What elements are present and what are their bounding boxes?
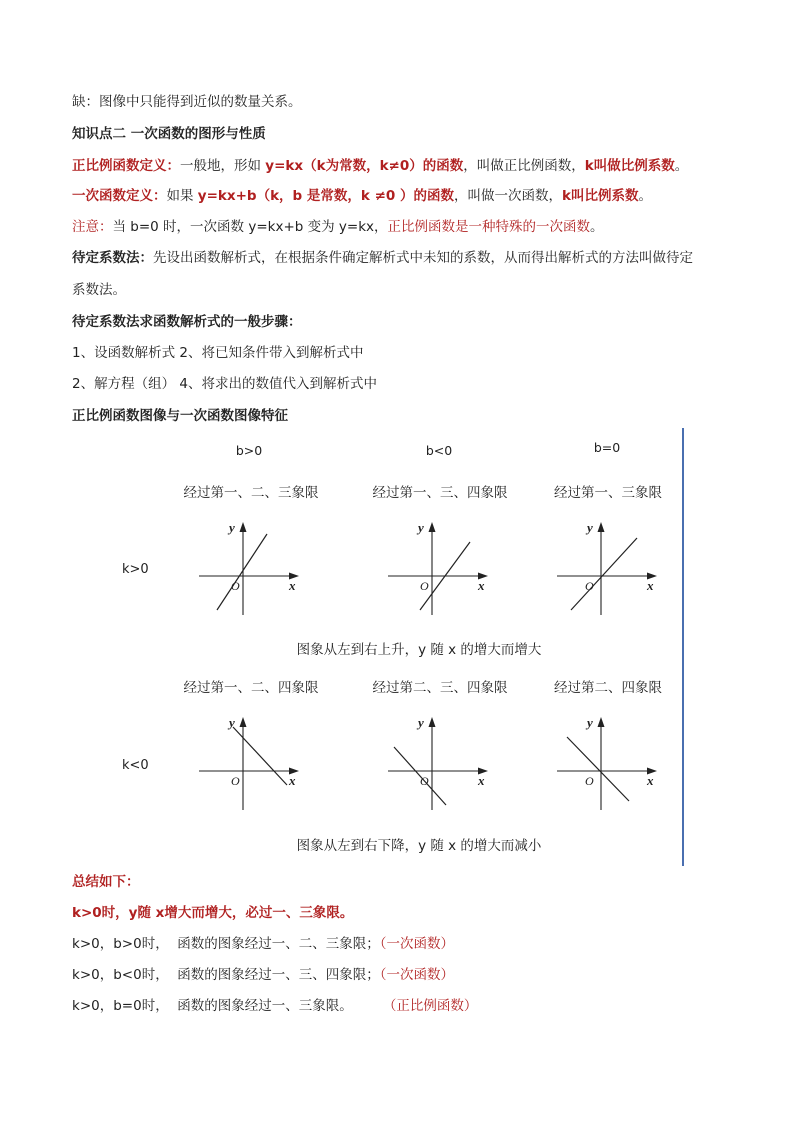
note-text2: 。 — [590, 219, 604, 235]
graph-kpos-bzero-svg — [553, 518, 663, 618]
note-red: 正比例函数是一种特殊的一次函数 — [387, 219, 591, 235]
origin-label: O — [585, 774, 594, 788]
intro-line: 缺：图像中只能得到近似的数量关系。 — [72, 94, 302, 110]
y-axis-label: y — [418, 715, 424, 730]
origin-label: O — [420, 579, 429, 593]
def-linear-text2: ，叫做一次函数， — [454, 188, 562, 204]
undetermined-term: 待定系数法： — [72, 250, 153, 266]
summary-cond: k>0，b=0时， — [72, 998, 169, 1014]
y-axis-label: y — [229, 715, 235, 730]
summary-line-2 — [72, 965, 454, 985]
col-header-b-pos: b>0 — [235, 443, 263, 458]
vertical-rule — [682, 428, 684, 866]
note-label: 注意： — [72, 219, 113, 235]
def-proportional — [72, 156, 688, 176]
kneg-caption: 图象从左到右下降，y 随 x 的增大而减小 — [296, 838, 542, 854]
def-proportional-text2: ，叫做正比例函数， — [463, 158, 585, 174]
step-line-2: 2、解方程（组） 4、将求出的数值代入到解析式中 — [72, 376, 377, 392]
graph-kpos-bneg-svg — [384, 518, 494, 618]
note-line — [72, 217, 604, 237]
kpos-caption: 图象从左到右上升，y 随 x 的增大而增大 — [296, 642, 542, 658]
graph-kpos-bpos — [195, 518, 305, 618]
col-header-b-zero: b=0 — [593, 440, 621, 455]
origin-label: O — [420, 774, 429, 788]
section-title: 知识点二 一次函数的图形与性质 — [72, 126, 266, 142]
row-label-kpos: k>0 — [122, 562, 149, 577]
origin-label: O — [231, 774, 240, 788]
kneg-quadrant-3: 经过第二、四象限 — [554, 680, 662, 696]
graph-kneg-bzero-svg — [553, 713, 663, 813]
undetermined-line2: 系数法。 — [72, 282, 126, 298]
y-axis-label: y — [587, 520, 593, 535]
summary-text: 函数的图象经过一、二、三象限； — [177, 936, 380, 952]
summary-tag: （一次函数） — [379, 967, 455, 983]
summary-text: 函数的图象经过一、三象限。 — [177, 998, 353, 1014]
graph-kpos-bzero — [553, 518, 663, 618]
def-linear — [72, 186, 652, 206]
def-linear-term: 一次函数定义： — [72, 188, 167, 204]
graph-kpos-bneg — [384, 518, 494, 618]
summary-text: 函数的图象经过一、三、四象限； — [177, 967, 380, 983]
x-axis-label: x — [647, 578, 654, 593]
origin-label: O — [585, 579, 594, 593]
summary-tag: （一次函数） — [379, 936, 455, 952]
features-title: 正比例函数图像与一次函数图像特征 — [72, 408, 288, 424]
summary-tag: （正比例函数） — [382, 998, 478, 1014]
def-linear-red1: y=kx+b（k，b 是常数，k ≠0 ）的函数 — [197, 188, 454, 204]
x-axis-label: x — [478, 578, 485, 593]
summary-cond: k>0，b>0时， — [72, 936, 169, 952]
x-axis-label: x — [478, 773, 485, 788]
x-axis-label: x — [647, 773, 654, 788]
summary-cond: k>0，b<0时， — [72, 967, 169, 983]
origin-label: O — [231, 579, 240, 593]
undetermined-text1: 先设出函数解析式，在根据条件确定解析式中未知的系数，从而得出解析式的方法叫做待定 — [153, 250, 693, 266]
def-proportional-red2: k叫做比例系数 — [584, 158, 675, 174]
x-axis-label: x — [289, 578, 296, 593]
x-axis-label: x — [289, 773, 296, 788]
kpos-quadrant-2: 经过第一、三、四象限 — [372, 485, 508, 501]
kpos-quadrant-3: 经过第一、三象限 — [554, 485, 662, 501]
def-proportional-red1: y=kx（k为常数，k≠0）的函数 — [265, 158, 464, 174]
def-proportional-text3: 。 — [674, 158, 689, 174]
graph-kneg-bpos — [195, 713, 305, 813]
note-text1: 当 b=0 时，一次函数 y=kx+b 变为 y=kx， — [112, 219, 388, 235]
def-proportional-term: 正比例函数定义： — [72, 158, 180, 174]
undetermined-line1 — [72, 248, 693, 268]
def-linear-text3: 。 — [638, 188, 652, 204]
step-line-1: 1、设函数解析式 2、将已知条件带入到解析式中 — [72, 345, 364, 361]
def-proportional-text1: 一般地，形如 — [180, 158, 266, 174]
summary-bold: k>0时，y随 x增大而增大，必过一、三象限。 — [72, 905, 354, 921]
kpos-quadrant-1: 经过第一、二、三象限 — [183, 485, 319, 501]
col-header-b-neg: b<0 — [425, 443, 453, 458]
def-linear-red2: k叫比例系数 — [562, 188, 639, 204]
kneg-quadrant-1: 经过第一、二、四象限 — [183, 680, 319, 696]
y-axis-label: y — [229, 520, 235, 535]
kneg-quadrant-2: 经过第二、三、四象限 — [372, 680, 508, 696]
summary-line-3 — [72, 996, 477, 1016]
graph-kneg-bpos-svg — [195, 713, 305, 813]
steps-title: 待定系数法求函数解析式的一般步骤： — [72, 314, 302, 330]
summary-title: 总结如下： — [72, 874, 140, 890]
graph-kneg-bneg-svg — [384, 713, 494, 813]
summary-line-1 — [72, 934, 454, 954]
graph-kneg-bzero — [553, 713, 663, 813]
row-label-kneg: k<0 — [122, 758, 149, 773]
graph-kneg-bneg — [384, 713, 494, 813]
def-linear-text1: 如果 — [166, 188, 198, 204]
graph-kpos-bpos-svg — [195, 518, 305, 618]
y-axis-label: y — [587, 715, 593, 730]
y-axis-label: y — [418, 520, 424, 535]
